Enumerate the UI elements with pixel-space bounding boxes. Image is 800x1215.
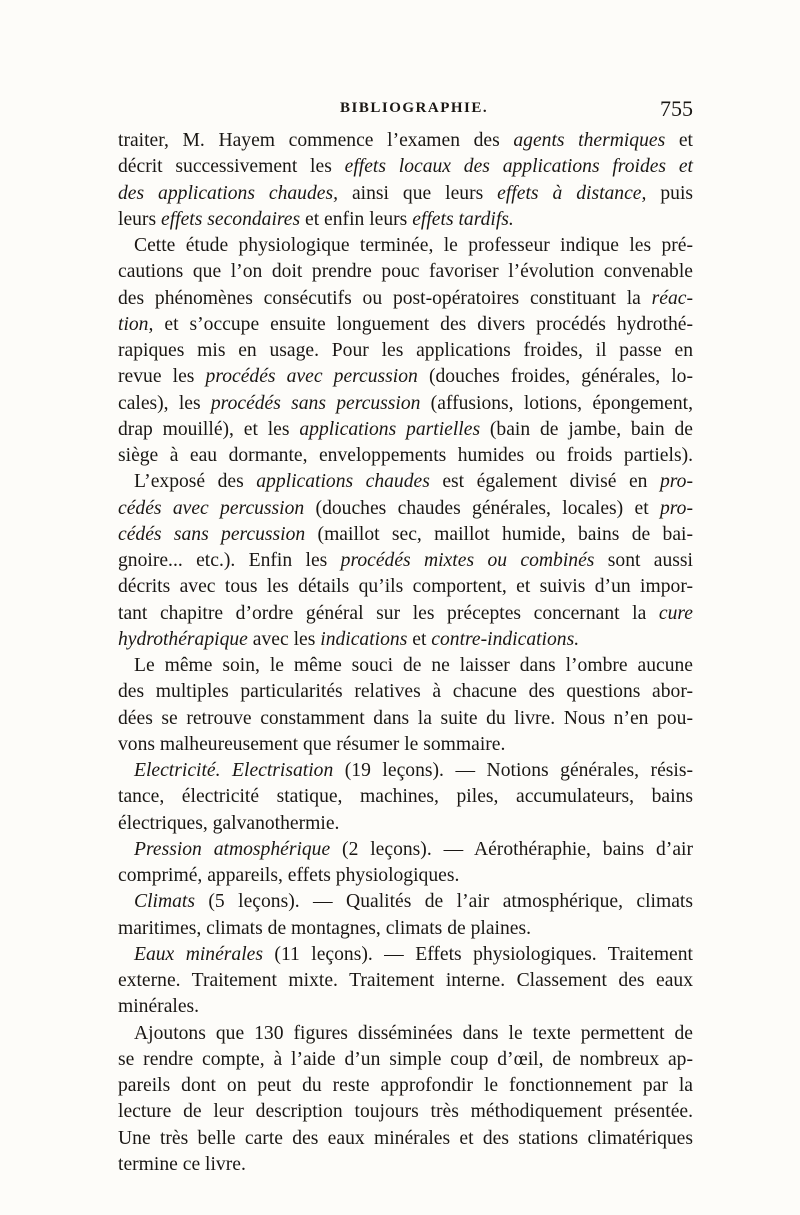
text-line [118,128,693,154]
text-line [118,601,693,627]
text-line [118,1152,693,1178]
text-line [118,181,693,207]
text-line [118,259,693,285]
italic-run: effets secondaires [161,208,301,230]
text-run: comprimé, appareils, effets physiologiques. [118,865,460,886]
text-run: puis [646,182,694,204]
text-line [118,548,693,574]
text-line [118,154,693,180]
italic-run: hydrothérapique [118,628,248,650]
text-line [118,312,693,338]
text-line [118,784,693,810]
text-line [118,706,693,732]
text-run: drap mouillé), et les [118,418,300,440]
body-text [118,128,693,1178]
text-run: (2 leçons). — Aérothéraphie, bains d’air [330,838,693,860]
text-run: cales), les [118,392,211,414]
text-run: décrit successivement les [118,156,345,178]
text-run: Le même soin, le même souci de ne laisser dans l’ombre aucune [134,655,693,676]
text-line [118,968,693,994]
text-run: (maillot sec, maillot humide, bains de bai- [305,523,693,545]
text-line [118,469,693,495]
text-run: tant chapitre d’ordre général sur les préceptes concernant la [118,602,659,624]
text-run: lecture de leur description toujours très méthodiquement présentée. [118,1101,693,1123]
italic-run: contre-indications. [431,628,580,650]
italic-run: effets tardifs. [412,208,514,230]
text-run: externe. Traitement mixte. Traitement interne. Classement des eaux [118,970,693,991]
italic-run: agents thermiques [513,130,666,151]
text-line [118,653,693,679]
italic-run: effets à distance, [497,182,647,204]
text-run: (bain de jambe, bain de [480,418,693,440]
text-run: des phénomènes consécutifs ou post-opératoires constituant la [118,287,652,309]
text-line [118,364,693,390]
italic-run: des applications chaudes, [118,182,338,204]
text-line [118,391,693,417]
italic-run: Eaux minérales [134,943,263,965]
text-line [118,1073,693,1099]
italic-run: effets locaux des applications froides et [344,156,693,178]
italic-run: pro- [659,497,693,519]
text-run: Une très belle carte des eaux minérales et des stations climatériques [118,1127,693,1149]
text-line [118,863,693,889]
text-line [118,522,693,548]
text-run: (affusions, lotions, épongement, [420,392,693,414]
text-line [118,1099,693,1125]
page-header [118,96,693,126]
text-line [118,889,693,915]
text-line [118,1021,693,1047]
page-number: 755 [660,96,693,121]
text-run: maritimes, climats de montagnes, climats de plaines. [118,917,531,939]
text-run: ainsi que leurs [338,182,498,204]
text-line [118,286,693,312]
text-run: traiter, M. Hayem commence l’examen des [118,130,514,151]
text-line [118,233,693,259]
text-run: et [407,628,432,650]
text-line [118,916,693,942]
text-line [118,496,693,522]
text-run: revue les [118,366,206,388]
italic-run: procédés sans percussion [210,392,421,414]
italic-run: Electricité. Electrisation [134,760,334,781]
text-run: décrits avec tous les détails qu’ils comportent, et suivis d’un impor- [118,576,693,598]
text-run: tance, électricité statique, machines, piles, accumulateurs, bains [118,786,693,808]
text-line [118,1126,693,1152]
text-line [118,942,693,968]
text-run: minérales. [118,996,200,1018]
text-run: et enfin leurs [300,208,413,230]
text-run: des multiples particularités relatives à chacune des questions abor- [118,681,693,703]
text-line [118,574,693,600]
text-line [118,837,693,863]
text-line [118,994,693,1020]
text-run: Cette étude physiologique terminée, le professeur indique les pré- [134,235,693,256]
text-run: cautions que l’on doit prendre pouc favoriser l’évolution convenable [118,261,693,283]
text-run: pareils dont on peut du reste approfondir le fonctionnement par la [118,1075,693,1096]
italic-run: cédés sans percussion [118,523,306,545]
text-run: (19 leçons). — Notions générales, résis- [333,760,693,781]
text-run: sont aussi [594,550,693,571]
text-run: électriques, galvanothermie. [118,812,340,834]
text-run: vons malheureusement que résumer le sommaire. [118,733,506,755]
italic-run: Climats [134,891,195,913]
text-run: (5 leçons). — Qualités de l’air atmosphérique, climats [194,891,693,913]
text-line [118,679,693,705]
italic-run: indications [320,628,408,650]
text-run: L’exposé des [134,471,257,493]
text-run: Ajoutons que 130 figures disséminées dans le texte permettent de [134,1022,693,1044]
text-run: termine ce livre. [118,1153,246,1175]
text-line [118,627,693,653]
text-run: et s’occupe ensuite longuement des divers procédés hydrothé- [153,313,693,335]
italic-run: cédés avec percussion [118,497,305,519]
text-line [118,758,693,784]
italic-run: tion, [118,313,154,335]
text-line [118,338,693,364]
italic-run: cure [658,602,693,624]
italic-run: procédés mixtes ou combinés [340,550,595,571]
italic-run: pro- [659,471,693,493]
text-run: gnoire... etc.). Enfin les [118,550,341,571]
text-run: (11 leçons). — Effets physiologiques. Traitement [262,943,693,965]
italic-run: procédés avec percussion [205,366,418,388]
text-run: siège à eau dormante, enveloppements humides ou froids partiels). [118,445,693,466]
text-line [118,732,693,758]
text-run: et [665,130,693,151]
text-line [118,811,693,837]
italic-run: applications chaudes [256,471,430,493]
running-title: BIBLIOGRAPHIE. [340,100,489,116]
text-line [118,1047,693,1073]
text-run: dées se retrouve constamment dans la suite du livre. Nous n’en pou- [118,707,693,729]
italic-run: applications partielles [299,418,481,440]
text-line [118,417,693,443]
italic-run: Pression atmosphérique [134,838,331,860]
italic-run: réac- [651,287,693,309]
text-run: rapiques mis en usage. Pour les applications froides, il passe en [118,340,693,361]
text-line [118,207,693,233]
text-run: est également divisé en [429,471,660,493]
text-run: se rendre compte, à l’aide d’un simple coup d’œil, de nombreux ap- [118,1048,693,1070]
text-run: leurs [118,208,161,230]
text-run: avec les [247,628,321,650]
text-line [118,443,693,469]
text-run: (douches chaudes générales, locales) et [304,497,660,519]
text-run: (douches froides, générales, lo- [417,366,693,388]
